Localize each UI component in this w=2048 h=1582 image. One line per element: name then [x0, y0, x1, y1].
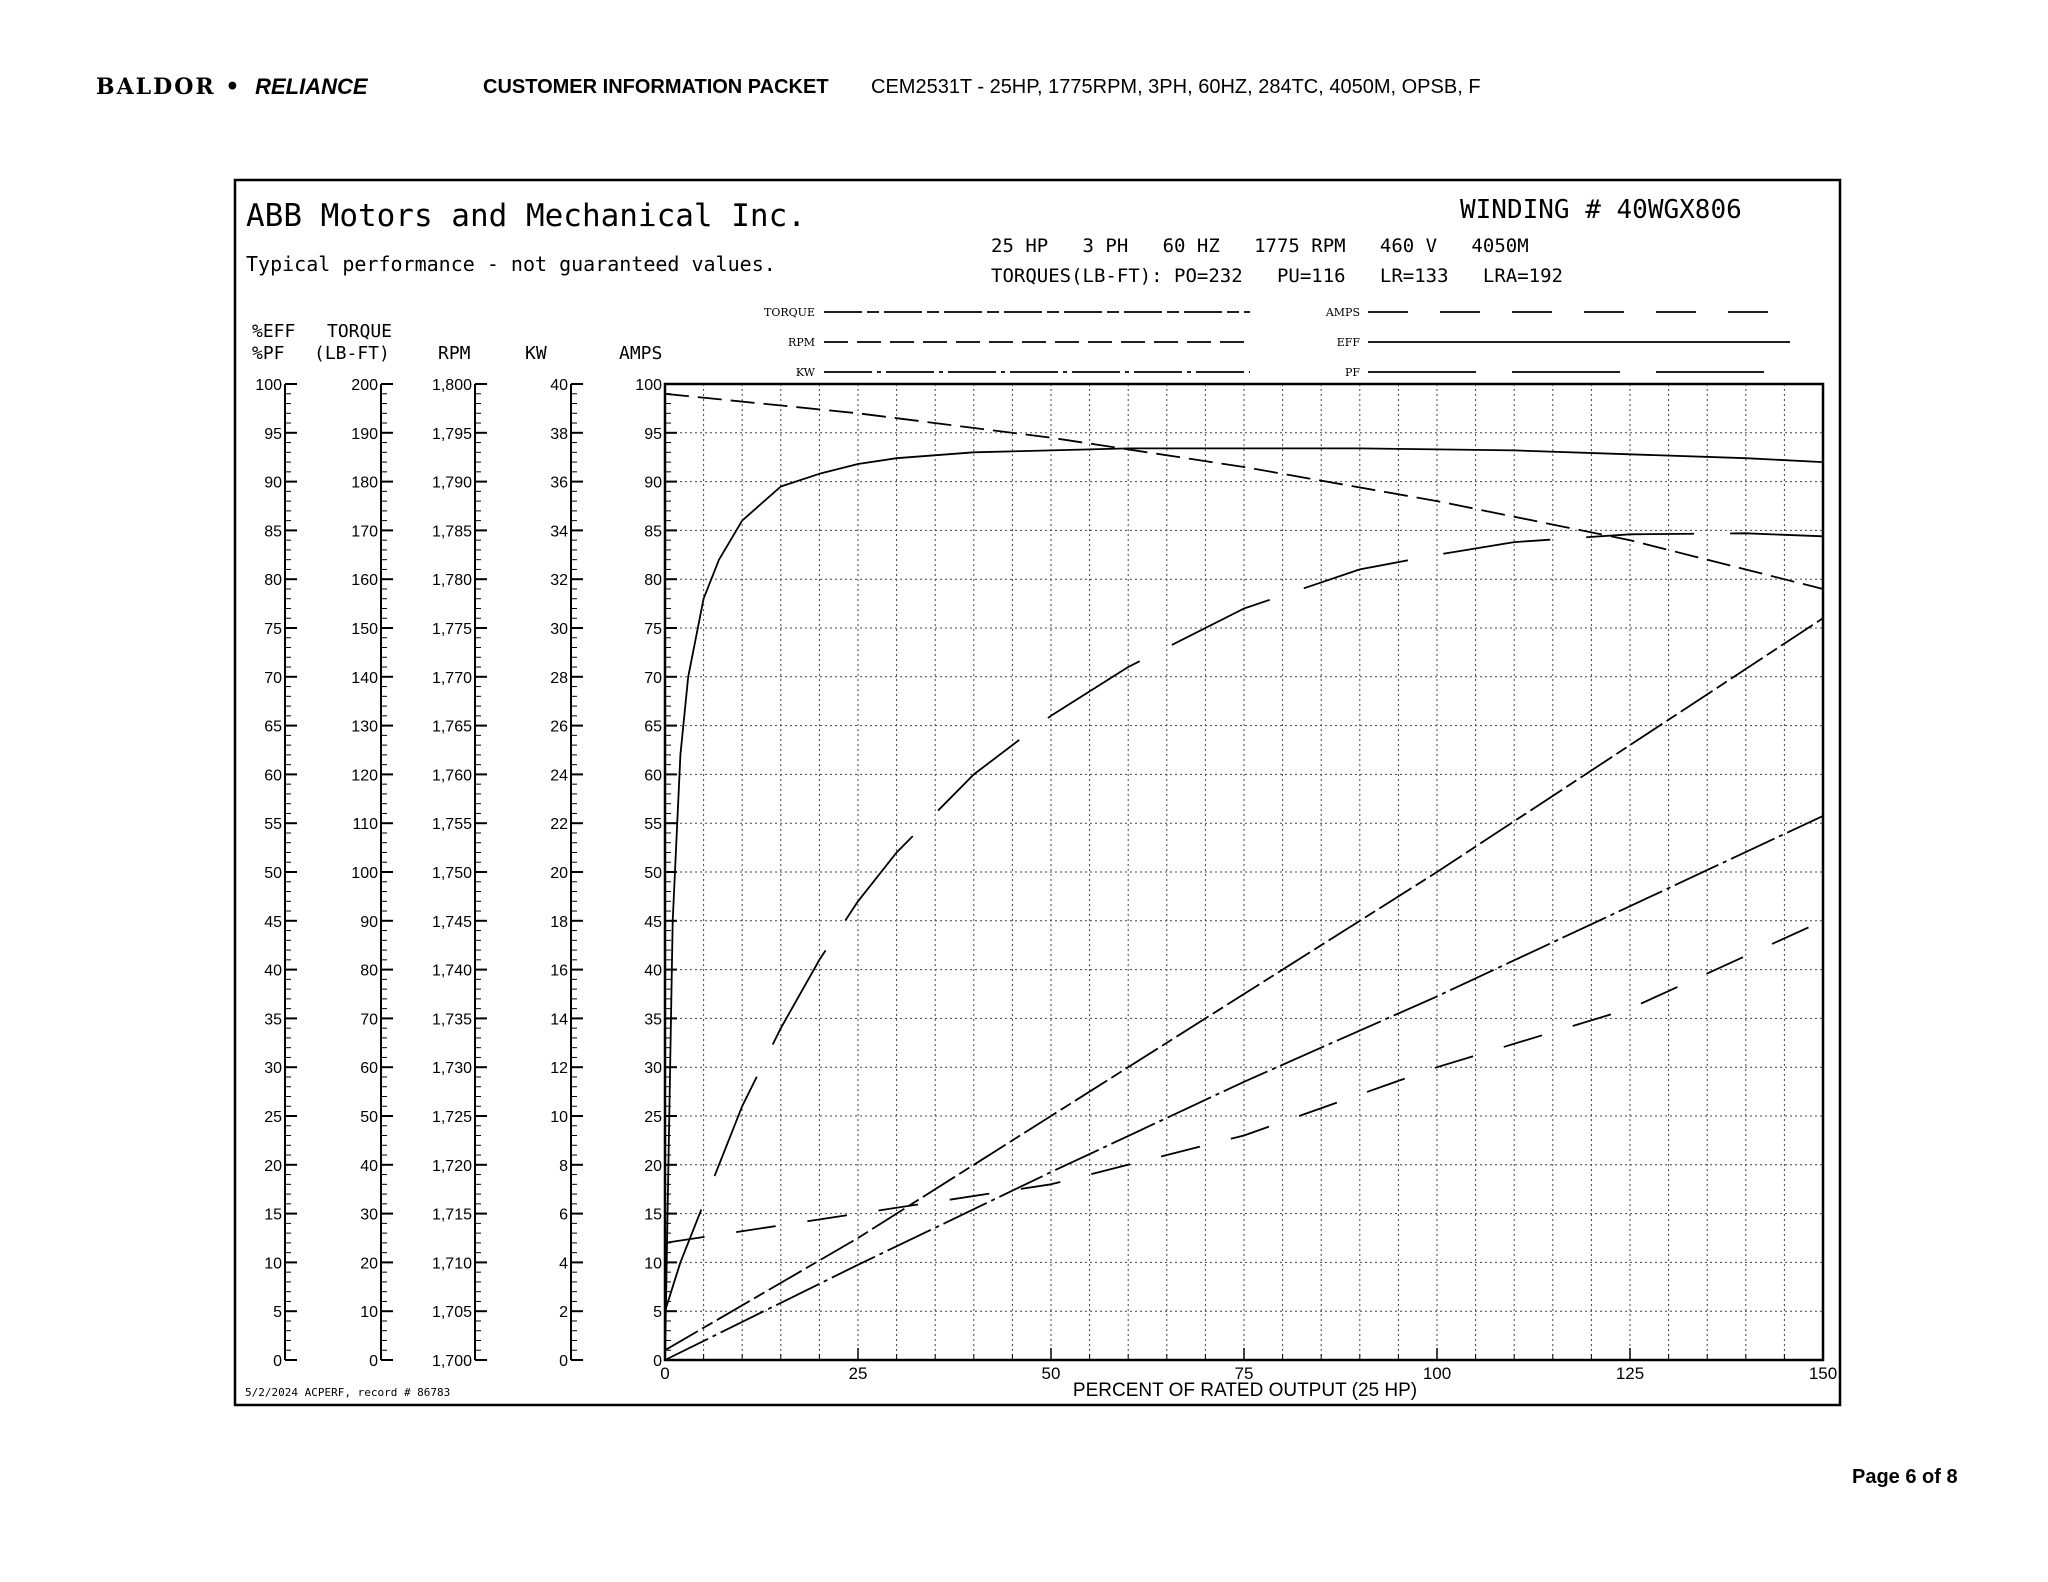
eff-scale-label: 40: [264, 962, 282, 980]
page-number: Page 6 of 8: [1852, 1466, 1958, 1488]
model-description: CEM2531T - 25HP, 1775RPM, 3PH, 60HZ, 284TC, 4050M, OPSB, F: [871, 75, 1481, 98]
amps-scale-label: 70: [644, 669, 662, 687]
legend-label: TORQUE: [764, 306, 815, 319]
kw-scale-label: 4: [559, 1255, 568, 1273]
kw-scale-label: 22: [550, 816, 568, 834]
eff-scale-label: 60: [264, 767, 282, 785]
eff-scale-label: 55: [264, 816, 282, 834]
kw-scale-label: 32: [550, 572, 568, 590]
amps-scale-label: 5: [653, 1304, 662, 1322]
torque-scale-label: 30: [360, 1206, 378, 1224]
ratings-line: 25 HP 3 PH 60 HZ 1775 RPM 460 V 4050M: [991, 235, 1529, 257]
amps-scale-label: 35: [644, 1011, 662, 1029]
rpm-scale-label: 1,745: [431, 913, 472, 931]
torque-scale-label: 40: [360, 1157, 378, 1175]
x-tick-label: 100: [1422, 1364, 1452, 1383]
torque-unit-header: (LB-FT): [314, 343, 390, 364]
kw-scale-label: 28: [550, 669, 568, 687]
amps-scale-label: 25: [644, 1109, 662, 1126]
torque-scale-label: 10: [360, 1304, 378, 1322]
kw-scale-label: 2: [559, 1304, 568, 1322]
amps-header: AMPS: [619, 343, 663, 364]
kw-scale-label: 36: [550, 474, 568, 492]
eff-scale-label: 85: [264, 523, 282, 541]
torque-scale-label: 50: [360, 1109, 378, 1126]
amps-scale-label: 20: [644, 1157, 662, 1175]
amps-scale-label: 75: [644, 621, 662, 638]
legend-label: EFF: [1336, 336, 1360, 349]
kw-scale-label: 40: [550, 377, 568, 394]
eff-scale-label: 35: [264, 1011, 282, 1029]
amps-scale-label: 30: [644, 1060, 662, 1078]
amps-scale-label: 80: [644, 572, 662, 590]
eff-scale-label: 10: [264, 1255, 282, 1273]
kw-scale-label: 6: [559, 1206, 568, 1224]
rpm-scale-label: 1,795: [431, 425, 472, 443]
eff-scale-label: 0: [273, 1353, 282, 1370]
rpm-scale-label: 1,715: [431, 1206, 472, 1224]
amps-scale-label: 55: [644, 816, 662, 834]
legend-item-eff: [1337, 336, 1790, 349]
kw-scale-label: 16: [550, 962, 568, 980]
torque-scale-label: 190: [351, 425, 378, 443]
x-tick-label: 125: [1615, 1364, 1645, 1383]
torque-scale: [351, 377, 393, 1370]
legend-label: KW: [795, 366, 815, 379]
torque-scale-label: 0: [369, 1353, 378, 1370]
torque-scale-label: 200: [351, 377, 378, 394]
grid: [665, 384, 1823, 1360]
winding-number: WINDING # 40WGX806: [1460, 195, 1742, 225]
rpm-scale: [432, 377, 487, 1370]
torque-scale-label: 100: [351, 865, 378, 882]
torque-scale-label: 140: [351, 669, 378, 687]
left-scales: [255, 377, 677, 1370]
axis-headers: [252, 321, 662, 364]
x-tick-label: 150: [1808, 1364, 1838, 1383]
rpm-scale-label: 1,780: [431, 572, 472, 590]
rpm-scale-label: 1,765: [431, 718, 472, 736]
eff-scale-label: 45: [264, 913, 282, 931]
rpm-header: RPM: [438, 343, 471, 364]
torque-scale-label: 60: [360, 1060, 378, 1078]
eff-scale-label: 90: [264, 474, 282, 492]
eff-scale: [255, 377, 297, 1370]
eff-scale-label: 100: [255, 377, 282, 394]
x-tick-label: 25: [848, 1364, 868, 1383]
torque-scale-label: 110: [352, 816, 378, 834]
eff-scale-label: 30: [264, 1060, 282, 1078]
chart-subtitle: Typical performance - not guaranteed values.: [246, 252, 776, 276]
torque-scale-label: 20: [360, 1255, 378, 1273]
rpm-scale-label: 1,730: [431, 1060, 472, 1078]
kw-scale-label: 0: [559, 1353, 568, 1370]
kw-scale: [550, 377, 583, 1370]
legend-item-torque: [764, 306, 1250, 319]
amps-scale-label: 0: [653, 1353, 662, 1370]
eff-scale-label: 80: [264, 572, 282, 590]
amps-scale-label: 100: [635, 377, 662, 394]
eff-scale-label: 50: [264, 865, 282, 882]
amps-scale-label: 45: [644, 913, 662, 931]
amps-scale-label: 95: [644, 425, 662, 443]
kw-scale-label: 38: [550, 425, 568, 443]
rpm-scale-label: 1,740: [431, 962, 472, 980]
legend-label: PF: [1344, 366, 1360, 379]
amps-scale-label: 60: [644, 767, 662, 785]
torque-scale-label: 160: [351, 572, 378, 590]
torque-scale-label: 150: [351, 621, 378, 638]
torque-scale-label: 120: [351, 767, 378, 785]
legend-item-rpm: [788, 336, 1250, 349]
eff-scale-label: 75: [264, 621, 282, 638]
torque-scale-label: 170: [351, 523, 378, 541]
rpm-scale-label: 1,750: [431, 865, 472, 882]
eff-scale-label: 15: [264, 1206, 282, 1224]
amps-scale-label: 65: [644, 718, 662, 736]
torque-scale-label: 130: [351, 718, 378, 736]
legend-item-pf: [1345, 366, 1790, 379]
x-tick-label: 75: [1234, 1364, 1254, 1383]
kw-scale-label: 20: [550, 865, 568, 882]
amps-scale: [635, 377, 677, 1370]
x-ticks: [660, 1348, 1837, 1383]
kw-scale-label: 18: [550, 913, 568, 931]
kw-header: KW: [525, 343, 547, 364]
kw-scale-label: 24: [550, 767, 568, 785]
torque-scale-label: 90: [360, 913, 378, 931]
rpm-scale-label: 1,755: [431, 816, 472, 834]
torque-scale-label: 80: [360, 962, 378, 980]
rpm-scale-label: 1,785: [431, 523, 472, 541]
rpm-scale-label: 1,760: [431, 767, 472, 785]
rpm-scale-label: 1,775: [431, 621, 472, 638]
rpm-scale-label: 1,700: [431, 1353, 472, 1370]
eff-scale-label: 70: [264, 669, 282, 687]
rpm-scale-label: 1,720: [431, 1157, 472, 1175]
amps-scale-label: 50: [644, 865, 662, 882]
brand-logo-left: BALDOR: [96, 74, 216, 100]
rpm-scale-label: 1,800: [431, 377, 472, 394]
kw-scale-label: 34: [550, 523, 568, 541]
amps-scale-label: 15: [644, 1206, 662, 1224]
kw-scale-label: 26: [550, 718, 568, 736]
legend-item-amps: [1325, 306, 1790, 319]
rpm-scale-label: 1,710: [431, 1255, 472, 1273]
x-tick-label: 0: [660, 1364, 670, 1383]
legend-item-kw: [796, 366, 1250, 379]
kw-scale-label: 10: [550, 1109, 568, 1126]
kw-scale-label: 30: [550, 621, 568, 638]
legend-label: AMPS: [1325, 306, 1360, 319]
rpm-scale-label: 1,770: [431, 669, 472, 687]
torques-line: TORQUES(LB-FT): PO=232 PU=116 LR=133 LRA=192: [991, 265, 1563, 287]
rpm-scale-label: 1,735: [431, 1011, 472, 1029]
amps-scale-label: 85: [644, 523, 662, 541]
footnote: 5/2/2024 ACPERF, record # 86783: [245, 1386, 451, 1399]
rpm-scale-label: 1,725: [431, 1109, 472, 1126]
torque-scale-label: 70: [360, 1011, 378, 1029]
amps-scale-label: 90: [644, 474, 662, 492]
legend-label: RPM: [788, 336, 815, 349]
eff-scale-label: 95: [264, 425, 282, 443]
chart-title: ABB Motors and Mechanical Inc.: [246, 198, 806, 234]
x-axis-label: PERCENT OF RATED OUTPUT (25 HP): [1072, 1380, 1418, 1401]
rpm-scale-label: 1,790: [431, 474, 472, 492]
eff-scale-label: 25: [264, 1109, 282, 1126]
x-tick-label: 50: [1041, 1364, 1061, 1383]
legend: [764, 306, 1790, 379]
kw-scale-label: 8: [559, 1157, 568, 1175]
eff-header: %EFF: [252, 321, 296, 342]
kw-scale-label: 12: [550, 1060, 568, 1078]
amps-scale-label: 10: [644, 1255, 662, 1273]
kw-scale-label: 14: [550, 1011, 568, 1029]
rpm-scale-label: 1,705: [431, 1304, 472, 1322]
series-kw: [665, 816, 1823, 1360]
brand-logo-dot: •: [225, 74, 242, 100]
eff-scale-label: 20: [264, 1157, 282, 1175]
pf-header: %PF: [252, 343, 285, 364]
eff-scale-label: 65: [264, 718, 282, 736]
torque-header: TORQUE: [327, 321, 393, 342]
packet-title: CUSTOMER INFORMATION PACKET: [483, 75, 829, 98]
brand-logo-right: RELIANCE: [255, 74, 368, 99]
eff-scale-label: 5: [273, 1304, 282, 1322]
torque-scale-label: 180: [351, 474, 378, 492]
amps-scale-label: 40: [644, 962, 662, 980]
